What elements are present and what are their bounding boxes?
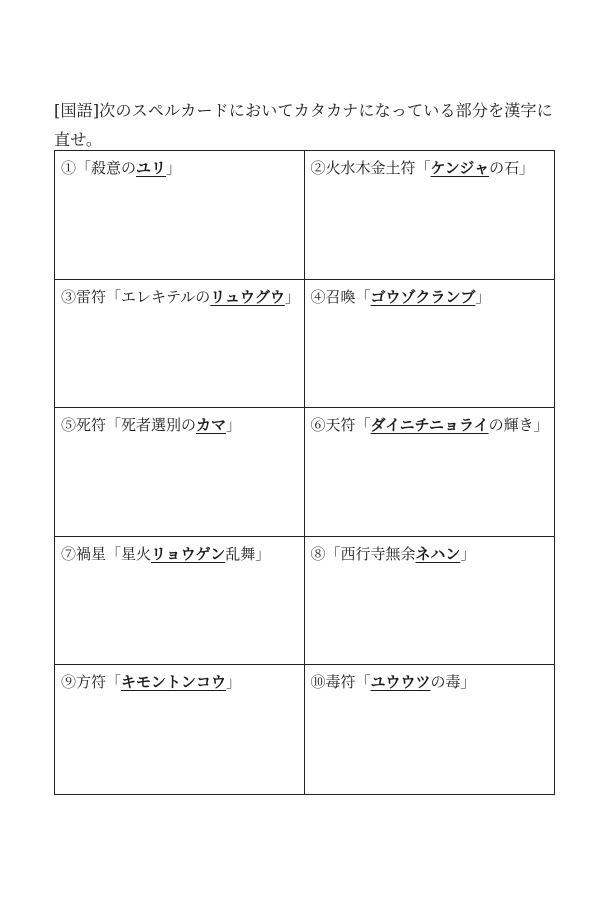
- card-prefix: ②火水木金土符「: [310, 159, 431, 177]
- card-cell-3: [55, 280, 305, 409]
- card-suffix: の毒」: [430, 673, 476, 692]
- card-katakana: リョウゲン: [151, 544, 226, 563]
- card-prefix: ④召喚「: [310, 287, 371, 306]
- card-cell-8: [305, 537, 555, 666]
- card-suffix: 」: [226, 673, 242, 692]
- card-cell-1: [55, 151, 305, 280]
- instruction-text: [国語]次のスペルカードにおいてカタカナになっている部分を漢字に直せ。: [54, 101, 553, 149]
- card-cell-4: [305, 280, 555, 409]
- card-katakana: ネハン: [415, 544, 461, 563]
- card-suffix: 」: [226, 416, 242, 435]
- card-cell-5: [55, 408, 305, 537]
- card-suffix: 」: [475, 287, 491, 306]
- card-cell-6: [305, 408, 555, 537]
- card-prefix: ⑨方符「: [61, 673, 122, 692]
- card-cell-10: [305, 665, 555, 794]
- card-cell-7: [55, 537, 305, 666]
- card-katakana: ユウウツ: [370, 673, 431, 692]
- card-suffix: 」: [460, 544, 476, 563]
- card-suffix: 乱舞」: [225, 544, 271, 563]
- card-suffix: 」: [166, 159, 182, 177]
- card-suffix: 」: [284, 287, 300, 306]
- card-katakana: ユリ: [136, 159, 167, 177]
- card-prefix: ③雷符「エレキテルの: [61, 287, 211, 306]
- card-katakana: ダイニチニョライ: [370, 416, 489, 435]
- card-suffix: の輝き」: [488, 416, 549, 435]
- card-prefix: ①「殺意の: [61, 159, 137, 177]
- card-prefix: ⑦禍星「星火: [61, 544, 152, 563]
- card-prefix: ⑧「西行寺無余: [310, 544, 416, 563]
- card-katakana: ケンジャ: [430, 159, 490, 177]
- card-prefix: ⑥天符「: [310, 416, 371, 435]
- card-cell-9: [55, 665, 305, 794]
- card-cell-2: [305, 151, 555, 280]
- card-prefix: ⑤死符「死者選別の: [61, 416, 197, 435]
- card-katakana: キモントンコウ: [121, 673, 227, 692]
- card-katakana: リュウグウ: [210, 287, 285, 306]
- card-katakana: ゴウゾクランブ: [370, 287, 476, 306]
- card-prefix: ⑩毒符「: [310, 673, 371, 692]
- answer-grid: [54, 150, 555, 795]
- card-suffix: の石」: [489, 159, 535, 177]
- card-katakana: カマ: [196, 416, 227, 435]
